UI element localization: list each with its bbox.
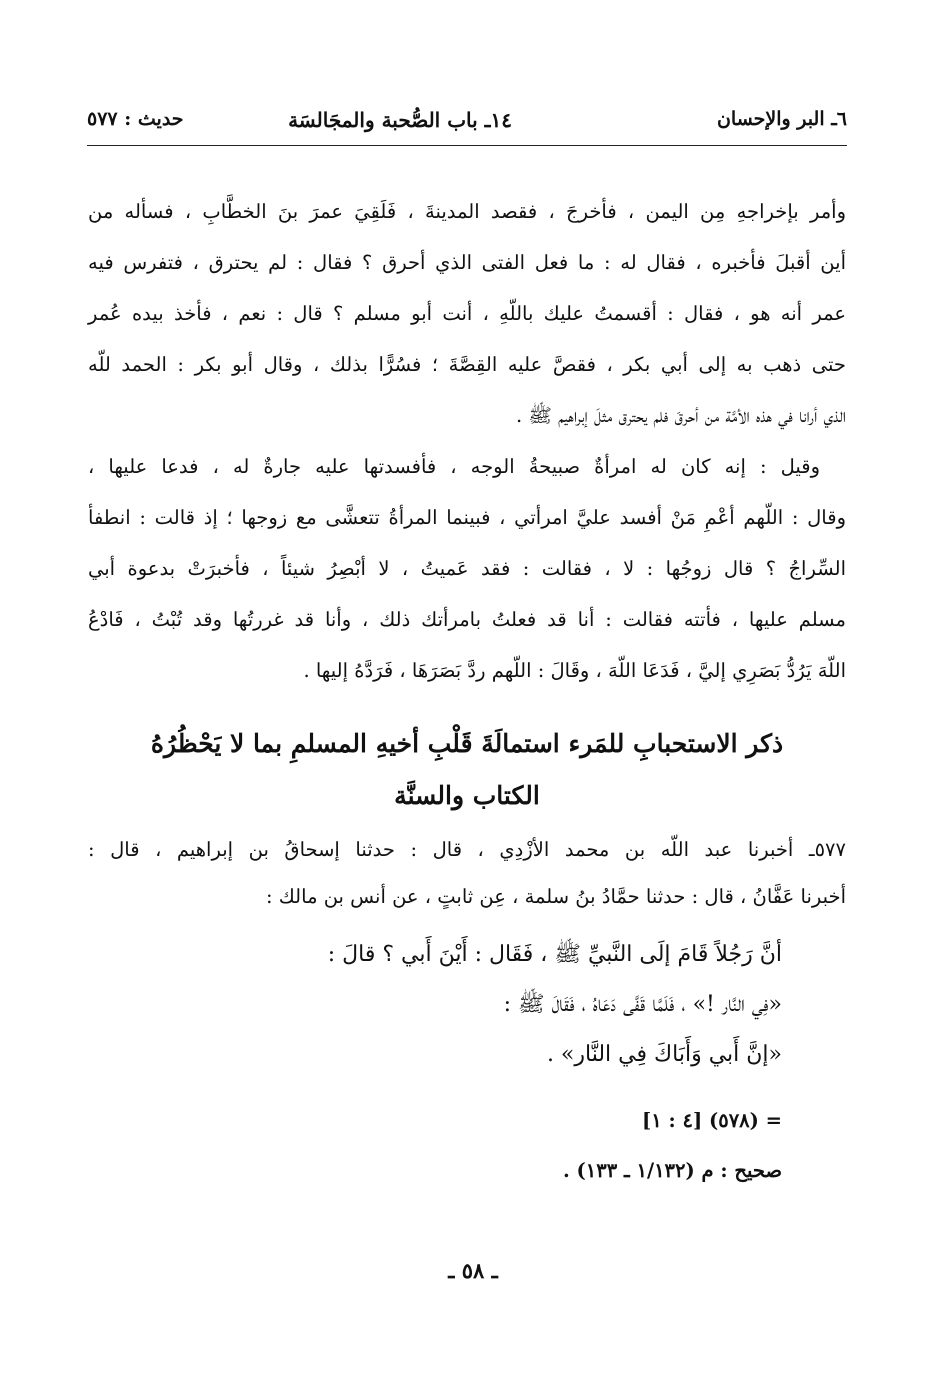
isnad-line: ٥٧٧ـ أخبرنا عبد اللّه بن محمد الأزْدِي ، قال : حدثنا إسحاقُ بن إبراهيم ، قال : <box>88 838 846 861</box>
matn-line: «فِي النَّار !» ، فَلَمَّا قَفَّى دَعَاهُ ، فَقَالَ ﷺ : <box>503 992 782 1017</box>
hadith-references <box>88 1096 782 1196</box>
narrative-text <box>88 186 846 696</box>
text-line: السِّراجُ ؟ قال زوجُها : لا ، فقالت : فقد عَميتُ ، لا أبْصِرُ شيئاً ، فأخبرَتْ بدعوة أبي <box>88 557 846 580</box>
hadith-reference: حديث : ٥٧٧ <box>87 108 184 130</box>
hadith-isnad <box>88 826 846 920</box>
hadith-matn <box>88 930 782 1080</box>
text-line: وقيل : إنه كان له امرأةٌ صبيحةُ الوجه ، فأفسدتها عليه جارةٌ له ، فدعا عليها ، <box>88 455 820 478</box>
running-header <box>87 100 847 136</box>
page-number: ـ ٥٨ ـ <box>448 1258 498 1283</box>
cross-reference: = (٥٧٨) [٤ : ١] <box>641 1109 782 1132</box>
chapter-title: ٦ـ البر والإحسان <box>716 108 847 130</box>
matn-line: «إنَّ أَبي وَأَبَاكَ فِي النَّار» . <box>546 1042 782 1067</box>
section-title: ١٤ـ باب الصُّحبة والمجَالسَة <box>288 108 512 132</box>
text-line: اللّهَ يَرُدُّ بَصَرِي إليَّ ، فَدَعَا اللّهَ ، وقَالَ : اللّهم ردَّ بَصَرَهَا ، فَرَدَّهُ إليها . <box>303 659 846 682</box>
section-heading <box>88 718 846 822</box>
text-line: أين أقبلَ فأخبره ، فقال له : ما فعل الفتى الذي أحرق ؟ فقال : لم يحترق ، فتفرس فيه <box>88 251 846 274</box>
heading-line-1: ذكر الاستحبابِ للمَرء استمالَةَ قَلْبِ أخيهِ المسلمِ بما لا يَحْظُرُهُ <box>150 729 784 758</box>
text-line: عمر أنه هو ، فقال : أقسمتُ عليك باللّهِ ، أنت أبو مسلم ؟ قال : نعم ، فأخذ بيده عُمر <box>88 302 846 325</box>
text-line: الذي أرانا في هذه الأمَّة من أحرقَ فلم يحترق مثلَ إبراهيم ﷺ . <box>516 404 846 427</box>
grading: صحيح : م (١/١٣٢ ـ ١٣٣) . <box>562 1159 782 1182</box>
heading-line-2: الكتاب والسنَّة <box>394 781 540 810</box>
text-line: مسلم عليها ، فأتته فقالت : أنا قد فعلتُ بامرأتك ذلك ، وأنا قد غررتُها وقد تُبْتُ ، فَادْعُ <box>88 608 846 631</box>
paragraph-2 <box>88 441 846 696</box>
text-line: حتى ذهب به إلى أبي بكر ، فقصَّ عليه القِصَّةَ ؛ فسُرًّا بذلك ، وقال أبو بكر : الحمد للّه <box>88 353 846 376</box>
text-line: وأمر بإخراجهِ مِن اليمن ، فأخرجَ ، فقصد المدينةَ ، فَلَقِيَ عمرَ بنَ الخطَّابِ ، فسأله من <box>88 200 846 223</box>
isnad-line: أخبرنا عَفَّانُ ، قال : حدثنا حمَّادُ بنُ سلمة ، عِن ثابتٍ ، عن أنس بن مالك : <box>265 885 846 908</box>
text-line: وقال : اللّهم أعْمِ مَنْ أفسد عليَّ امرأتي ، فبينما المرأةُ تتعشَّى مع زوجها ؛ إذ قالت : انطفأ <box>88 506 846 529</box>
matn-line: أنَّ رَجُلاً قَامَ إلَى النَّبيِّ ﷺ ، فَقَال : أَيْنَ أَبي ؟ قالَ : <box>327 942 782 967</box>
header-divider <box>87 145 847 146</box>
paragraph-1 <box>88 186 846 441</box>
